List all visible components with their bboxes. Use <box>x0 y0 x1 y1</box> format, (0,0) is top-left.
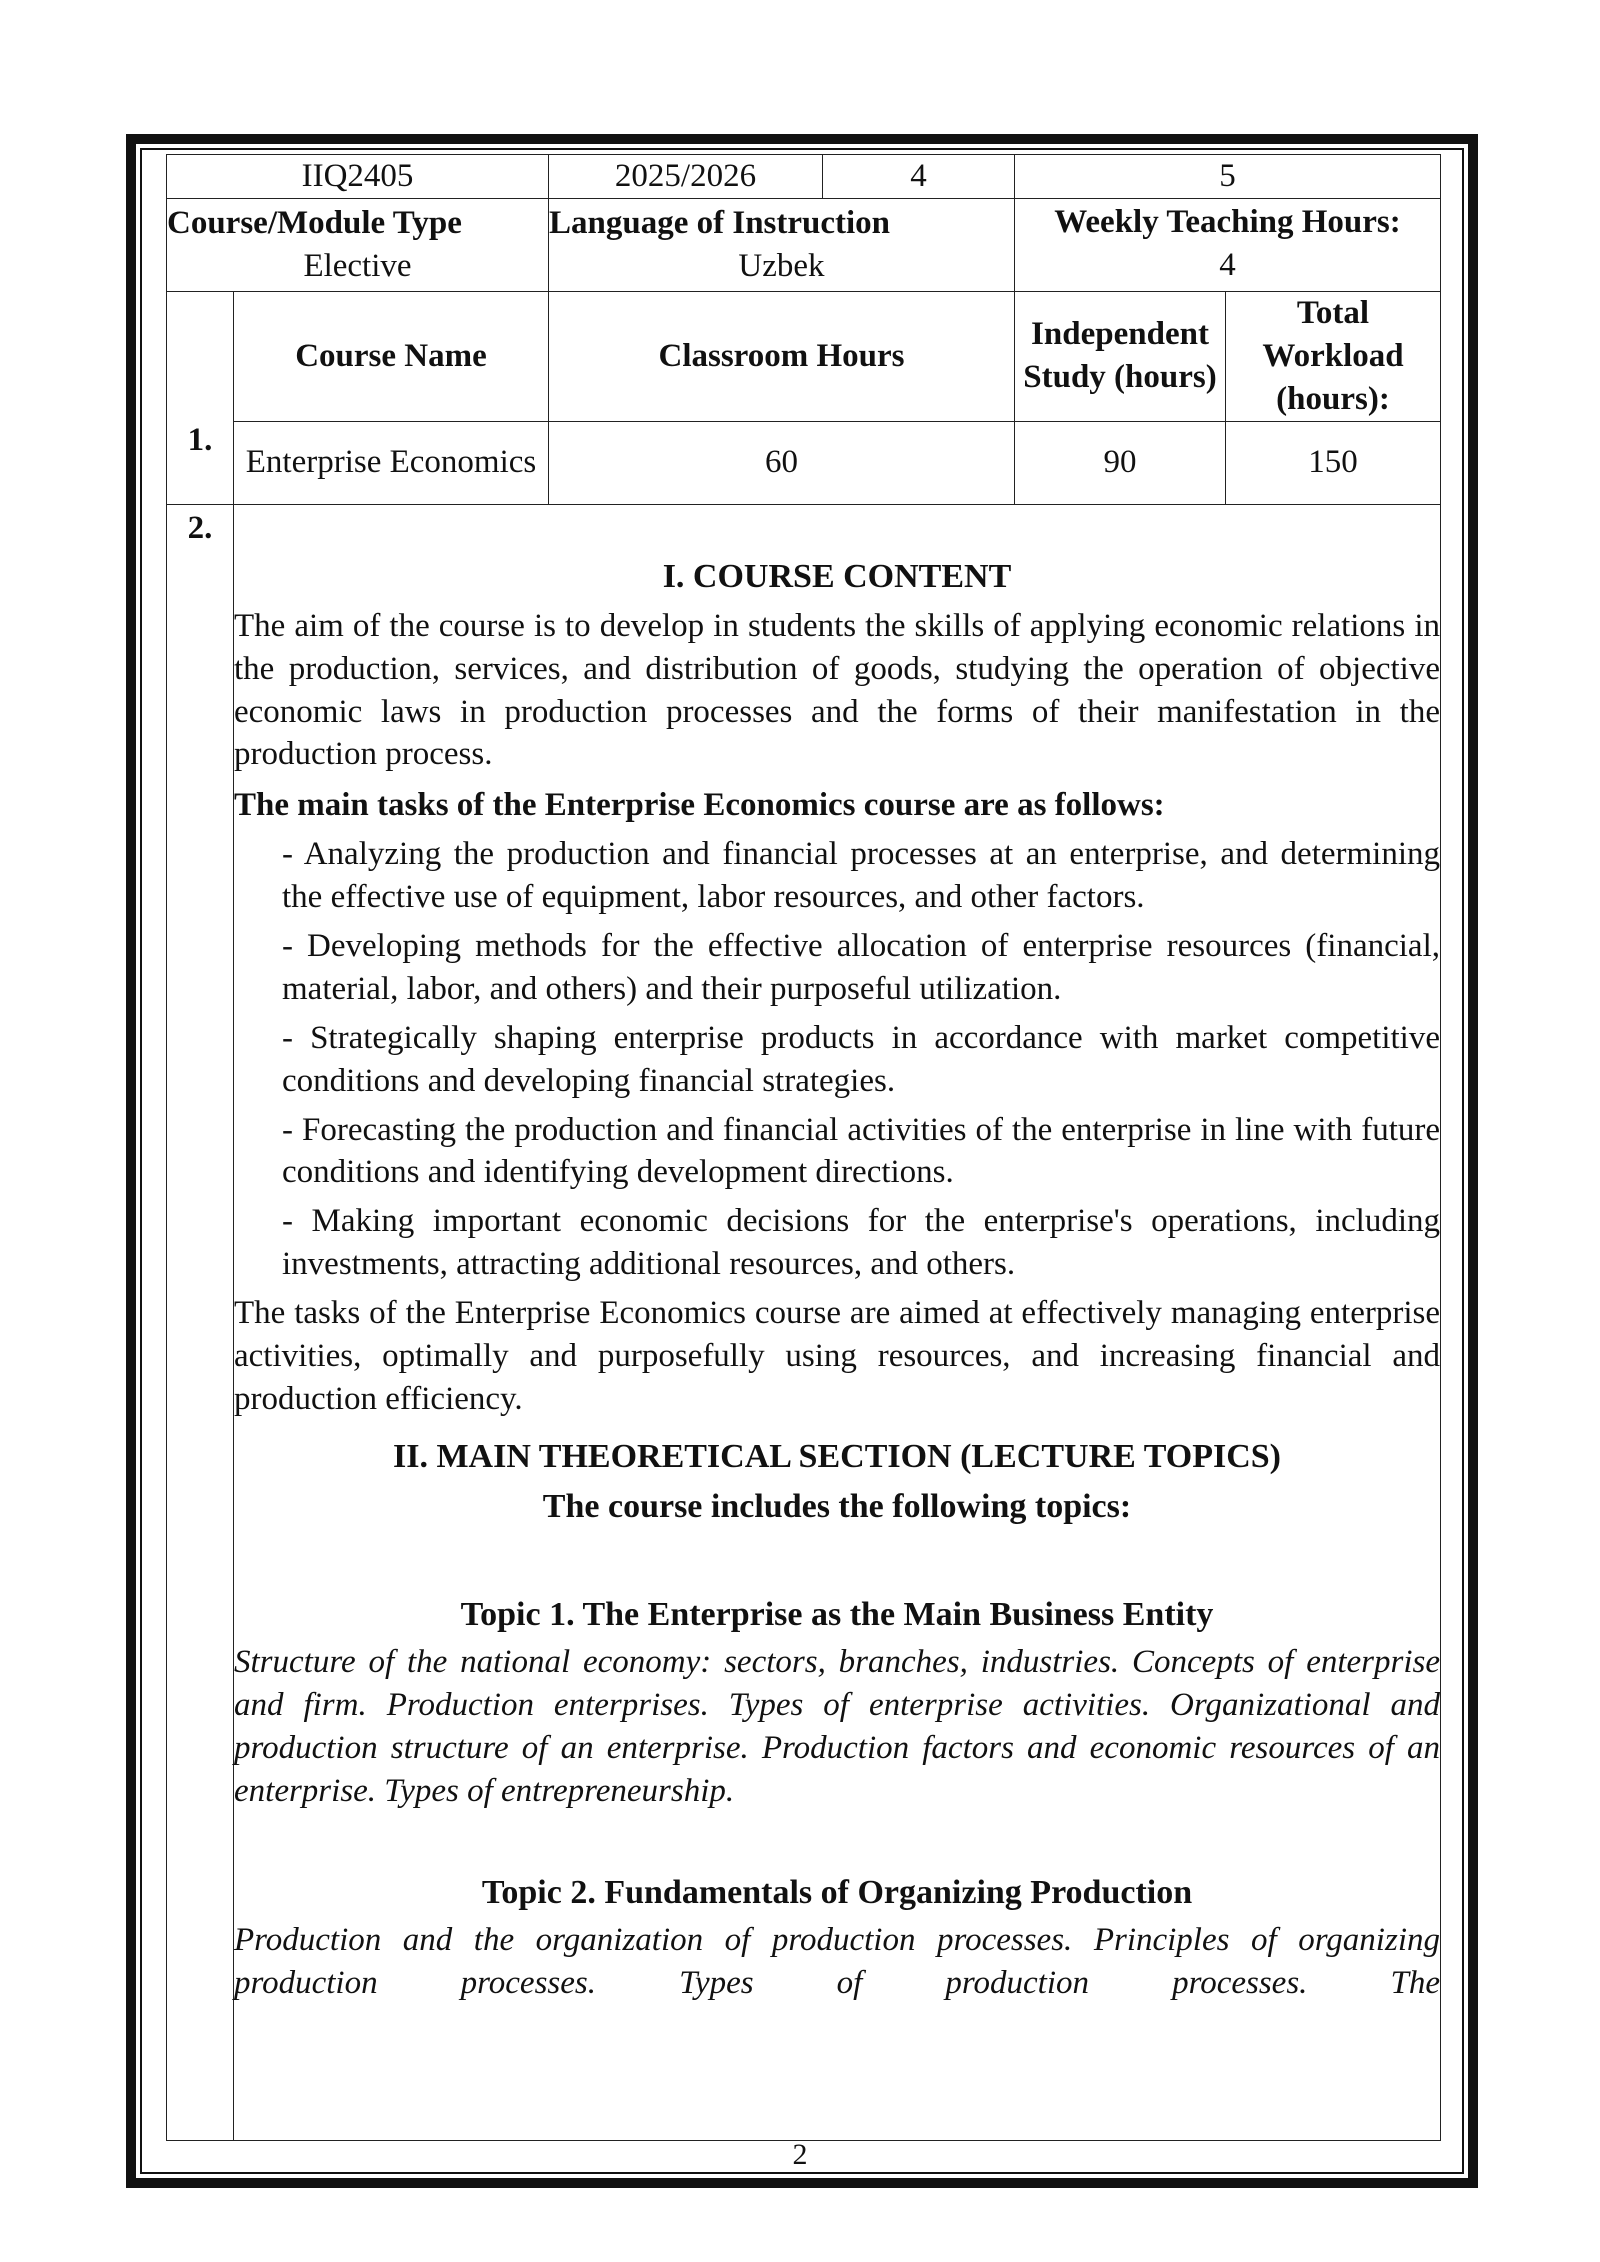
topic-2-title: Topic 2. Fundamentals of Organizing Production <box>481 1873 1193 1911</box>
course-type-value: Elective <box>303 247 412 284</box>
classroom-hours-value: 60 <box>549 421 1015 504</box>
topic-2-description: Production and the organization of production processes. Principles of organizing production processes. Types of production processes. The <box>234 1922 1440 2001</box>
weekly-hours-value: 4 <box>1219 246 1236 283</box>
row-number-1-text: 1. <box>187 421 213 458</box>
course-type-label: Course/Module Type <box>167 205 462 241</box>
section-1-title: I. COURSE CONTENT <box>662 557 1012 595</box>
col-classroom-hours: Classroom Hours <box>549 291 1015 421</box>
tasks-summary-paragraph: The tasks of the Enterprise Economics course are aimed at effectively managing enterprise activities, optimally and purposefully using resources, and increasing financial and production efficiency. <box>234 1295 1440 1417</box>
col-total-workload: Total Workload (hours): <box>1226 291 1441 421</box>
weekly-hours-cell <box>1015 198 1441 291</box>
col-course-name: Course Name <box>234 291 549 421</box>
course-values-row <box>167 421 1441 504</box>
section-2-subtitle: The course includes the following topics: <box>542 1487 1132 1525</box>
academic-year: 2025/2026 <box>549 155 823 199</box>
row-number-1 <box>167 291 234 504</box>
topic-1-description: Structure of the national economy: sectors, branches, industries. Concepts of enterprise and firm. Production enterprises. Types of enterprise activities. Organizational and production structure of an enterprise. Production factors and economic resources of an enterprise. Types of entrepreneurship. <box>234 1644 1440 1810</box>
task-item: - Analyzing the production and financial processes at an enterprise, and determining the effective use of equipment, labor resources, and other factors. <box>282 836 1440 916</box>
course-name-value: Enterprise Economics <box>234 421 549 504</box>
task-item: - Developing methods for the effective allocation of enterprise resources (financial, material, labor, and others) and their purposeful utilization. <box>282 927 1440 1007</box>
weekly-hours-label: Weekly Teaching Hours: <box>1054 203 1401 240</box>
content-row <box>167 504 1441 2140</box>
course-type-cell <box>167 198 549 291</box>
page-number: 2 <box>792 2138 808 2171</box>
header-row-meta <box>167 198 1441 291</box>
semester-value: 4 <box>823 155 1015 199</box>
course-table <box>166 154 1441 2141</box>
section-2-title: II. MAIN THEORETICAL SECTION (LECTURE TOPICS) <box>392 1437 1281 1475</box>
language-value: Uzbek <box>738 247 825 284</box>
course-content-cell <box>234 504 1441 2140</box>
topic-1-title: Topic 1. The Enterprise as the Main Business Entity <box>460 1596 1214 1634</box>
course-aim-paragraph: The aim of the course is to develop in students the skills of applying economic relations in the production, services, and distribution of goods, studying the operation of objective economic laws in production processes and the forms of their manifestation in the production process. <box>234 607 1440 773</box>
language-cell <box>549 198 1015 291</box>
col-independent-study: Independent Study (hours) <box>1015 291 1226 421</box>
tasks-heading: The main tasks of the Enterprise Economics course are as follows: <box>234 787 1165 824</box>
header-row-codes <box>167 155 1441 199</box>
language-label: Language of Instruction <box>549 205 891 241</box>
row-number-2: 2. <box>167 504 234 2140</box>
course-code: IIQ2405 <box>167 155 549 199</box>
task-item: - Forecasting the production and financial activities of the enterprise in line with future conditions and identifying development directions. <box>282 1111 1440 1191</box>
credits-value: 5 <box>1015 155 1441 199</box>
course-columns-row <box>167 291 1441 421</box>
task-item: - Making important economic decisions for the enterprise's operations, including investments, attracting additional resources, and others. <box>282 1203 1440 1283</box>
task-item: - Strategically shaping enterprise products in accordance with market competitive conditions and developing financial strategies. <box>282 1019 1440 1099</box>
total-workload-value: 150 <box>1226 421 1441 504</box>
independent-hours-value: 90 <box>1015 421 1226 504</box>
